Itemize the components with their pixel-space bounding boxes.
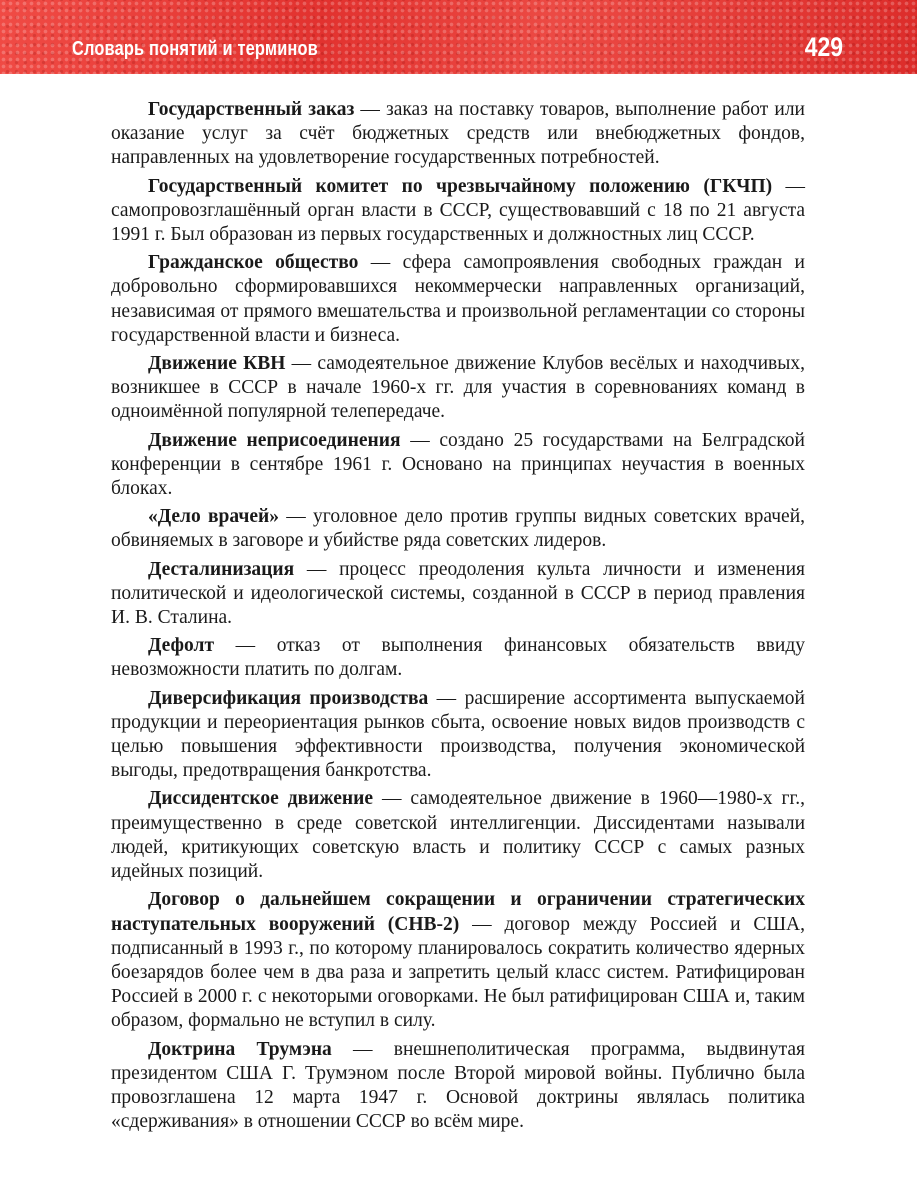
entry-term: Движение неприсоединения xyxy=(148,429,401,451)
section-title: Словарь понятий и терминов xyxy=(72,38,318,60)
glossary-entry xyxy=(111,1038,805,1135)
entry-term: Диверсификация производства xyxy=(148,687,429,709)
entry-definition: — договор между Россией и США, подписанный в 1993 г., по которому планировалось сократить количество ядерных боезарядов более чем в два раза и запретить целый класс систем. Ратифицирован Россией в 2000 г. с некоторыми оговорками. Не был ратифицирован США и, таким образом, формально не вступил в силу. xyxy=(111,913,805,1032)
entry-term: «Дело врачей» xyxy=(148,506,280,528)
entry-definition: — сфера самопроявления свободных граждан и добровольно сформировавшихся некоммерчески направленных организаций, независимая от прямого вмешательства и произвольной регламентации со стороны государственной власти и бизнеса. xyxy=(111,252,805,346)
entry-term: Дефолт xyxy=(148,635,215,657)
entry-definition: — самопровозглашённый орган власти в СССР, существовавший с 18 по 21 августа 1991 г. Был образован из первых государственных и должностных лиц СССР. xyxy=(111,175,805,246)
entry-definition: — расширение ассортимента выпускаемой продукции и переориентация рынков сбыта, освоение новых видов производств с целью повышения эффективности производства, получения экономической выгоды, предотвращения банкротства. xyxy=(111,687,805,782)
glossary-content xyxy=(111,98,805,1138)
glossary-entry xyxy=(111,251,805,348)
entry-term: Договор о дальнейшем сокращении и ограничении стратегических наступательных вооружений (СНВ-2) xyxy=(111,889,805,935)
glossary-entry xyxy=(111,787,805,884)
glossary-entry xyxy=(111,505,805,553)
glossary-entry xyxy=(111,429,805,502)
page-number: 429 xyxy=(804,32,843,62)
entry-term: Государственный заказ xyxy=(148,99,355,120)
glossary-entry xyxy=(111,888,805,1033)
entry-definition: — самодеятельное движение Клубов весёлых и находчивых, возникшее в СССР в начале 1960-х гг. для участия в соревнованиях команд в одноимённой популярной телепередаче. xyxy=(111,353,805,423)
entry-definition: — самодеятельное движение в 1960—1980-х гг., преимущественно в среде советской интеллигенции. Диссидентами называли людей, критикующих советскую власть и политику СССР с самых разных идейных позиций. xyxy=(111,788,805,883)
glossary-entry xyxy=(111,634,805,682)
entry-definition: — процесс преодоления культа личности и изменения политической и идеологической системы, созданной в СССР в период правления И. В. Сталина. xyxy=(111,558,805,629)
entry-definition: — отказ от выполнения финансовых обязательств ввиду невозможности платить по долгам. xyxy=(111,635,805,681)
glossary-entry xyxy=(111,687,805,784)
glossary-entry xyxy=(111,352,805,425)
entry-definition: — создано 25 государствами на Белградской конференции в сентябре 1961 г. Основано на принципах неучастия в военных блоках. xyxy=(111,429,805,500)
entry-definition: — заказ на поставку товаров, выполнение работ или оказание услуг за счёт бюджетных средств или внебюджетных фондов, направленных на удовлетворение государственных потребностей. xyxy=(111,99,805,169)
entry-term: Доктрина Трумэна xyxy=(148,1038,332,1060)
entry-term: Движение КВН xyxy=(148,353,286,375)
entry-term: Диссидентское движение xyxy=(148,788,374,810)
entry-term: Десталинизация xyxy=(148,558,295,580)
entry-term: Государственный комитет по чрезвычайному положению (ГКЧП) xyxy=(148,175,773,197)
glossary-entry xyxy=(111,175,805,248)
glossary-entry xyxy=(111,98,805,171)
glossary-entry xyxy=(111,558,805,631)
entry-term: Гражданское общество xyxy=(148,252,359,274)
page-header xyxy=(0,0,917,74)
entry-definition: — внешнеполитическая программа, выдвинутая президентом США Г. Трумэном после Второй мировой войны. Публично была провозглашена 12 марта 1947 г. Основой доктрины являлась политика «сдерживания» в отношении СССР во всём мире. xyxy=(111,1038,805,1133)
entry-definition: — уголовное дело против группы видных советских врачей, обвиняемых в заговоре и убийстве ряда советских лидеров. xyxy=(111,506,806,552)
